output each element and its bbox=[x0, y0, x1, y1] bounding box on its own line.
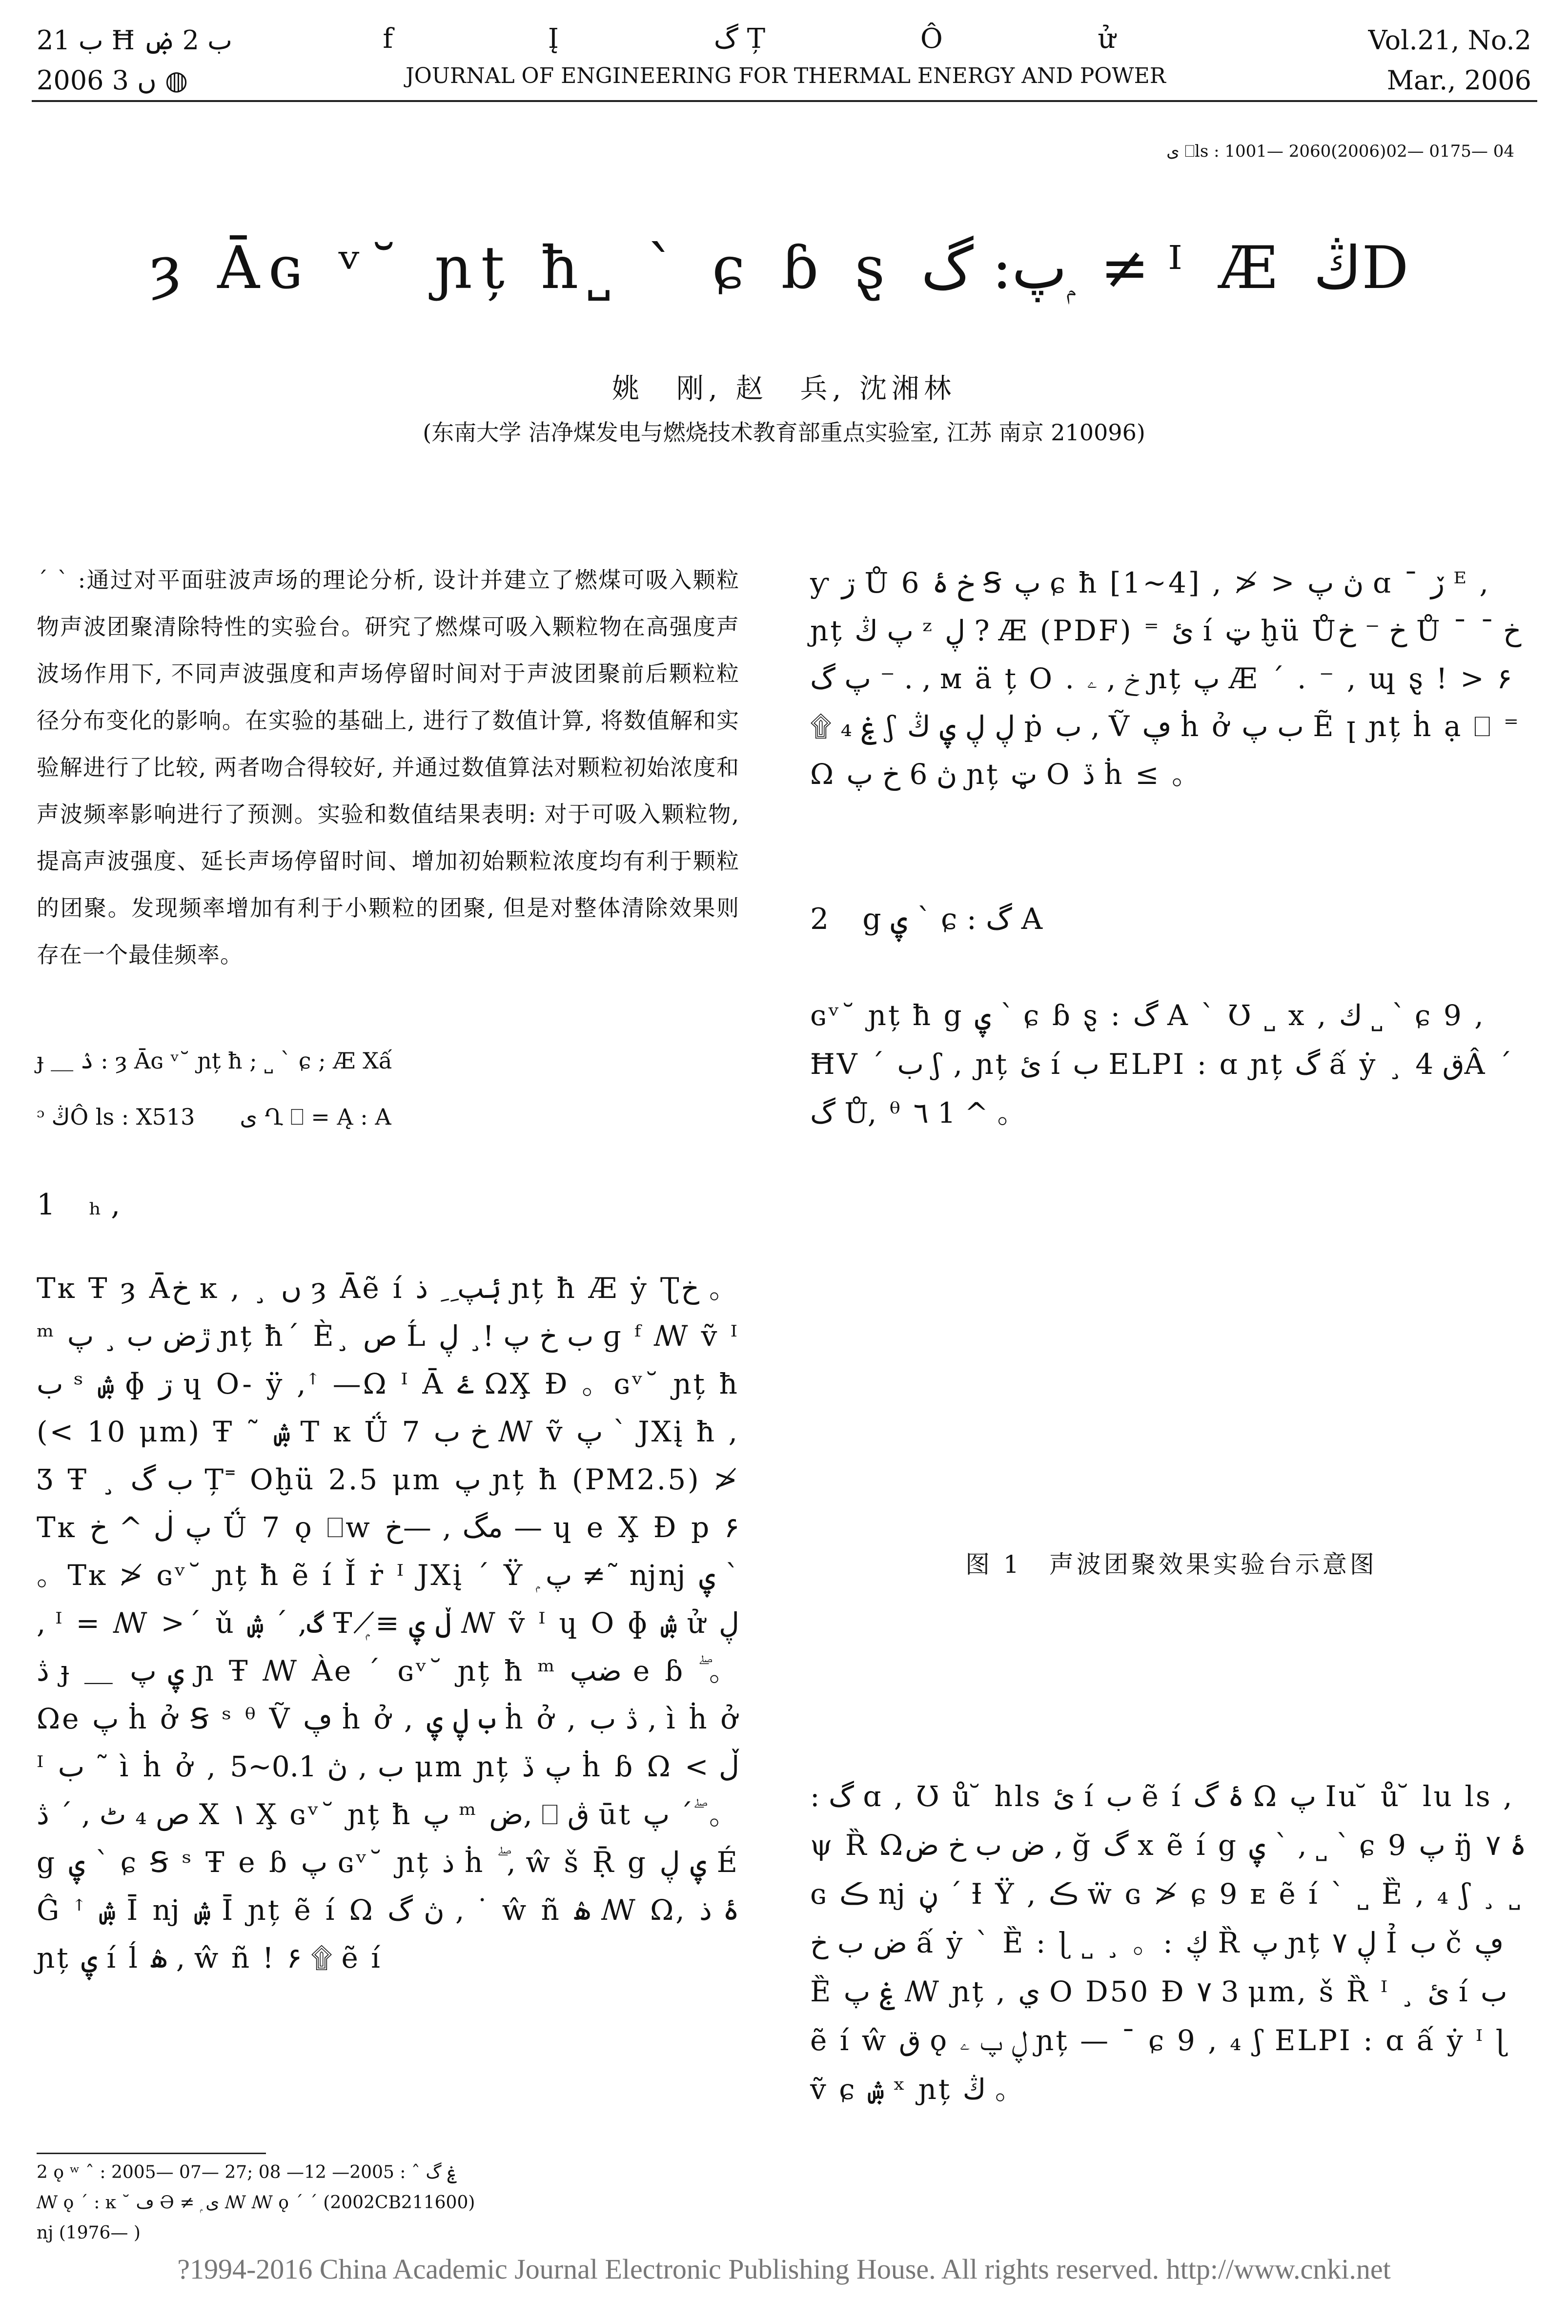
journal-name: JOURNAL OF ENGINEERING FOR THERMAL ENERGY AND POWER bbox=[406, 63, 1166, 88]
section-2-paragraph-2: : گ ɑ , Ʊ ů ̆ hls ئ í ب ẽ í ۂ گ Ω پ Iu ̆ ů ̆ lu ls , ψ Ȑ Ωض ب خ ض , ğ گ x ẽ í g ۑ ˋ , ˽ ˋ ɕ 9 پ ŋ̈ ۂ ۷ ɢ ڪ ǌ ڼ ˊ Ɨ Ÿ , ڪ ẅ ɢ ≯ ɕ 9 ᴇ ẽ í ˋ ˽ Ȅ , ₄ ʃ ¸ ˽ ض ب خ ấ ẏ ˋ Ȅ : ɭ ˽ ¸ 。: ڮ Ȑ پ ɲț ۷ ڸ Ỉ ب č ڥ Ȅ ۼ پ ꟿ ɲț , ي O D50 Ɖ ۷ 3 μm, š Ȑ ᴵ ¸ ئ í ب ẽ í ŵ ق ǫ ڸ پ ۦ ɲț — ˉ ɕ 9 , ₄ ʃ ELPI : ɑ ấ ẏ ᴵ ɭ ṽ ɕ ۺ ˣ ɲț ڭ 。 bbox=[810, 1780, 1527, 2106]
section-1-title: ₕ , bbox=[89, 1188, 121, 1222]
section-2-number: 2 bbox=[810, 902, 829, 936]
footnotes bbox=[37, 2158, 475, 2248]
paper-title: ȝ Āɢ ᵛ˘ ɲț ħ˽ ˋ ɕ ɓ ȿ پ: گ ۭ ≠ ᴵ Æ ڭD bbox=[150, 234, 1418, 302]
section-2-heading bbox=[810, 896, 1532, 943]
section-2-title: g ۑ ˋ ɕ : گ A bbox=[862, 902, 1043, 936]
journal-volume bbox=[1368, 21, 1531, 101]
footnote-funding: ꟿ ǫ ˊ : ĸ ˘ ڡ Ә ≠ ۭ ى ꟿ ꟿ ǫ ˊ ˊ (2002CB211600) bbox=[37, 2193, 475, 2213]
affiliation: (东南大学 洁净煤发电与燃烧技术教育部重点实验室, 江苏 南京 210096) bbox=[423, 419, 1145, 446]
classification: ᵓ ڭÔ ls : X513 ى Ղ ⎕ = Ą : A bbox=[37, 1104, 391, 1130]
abstract bbox=[37, 556, 739, 978]
issue-date: Mar., 2006 bbox=[1386, 65, 1531, 96]
footnote-author: ǌ (1976— ) bbox=[37, 2223, 141, 2243]
article-number: ى ⎕ls : 1001— 2060(2006)02— 0175— 04 bbox=[1166, 142, 1514, 161]
header-rule bbox=[32, 100, 1537, 102]
issue-line-2: 2006 ں 3 ◍ bbox=[37, 65, 188, 96]
copyright-watermark: ?1994-2016 China Academic Journal Electronic Publishing House. All rights reserved. http://www.cnki.net bbox=[177, 2253, 1391, 2285]
issue-line-1: ب 21 Ħ ب 2 ۻ bbox=[37, 25, 232, 56]
figure-1-blank bbox=[810, 1162, 1532, 1494]
section-1-paragraph: Tĸ Ŧ ȝ Āخ ĸ , ¸ ں ȝ Āẽ í ۂپ ِ ِ ذ ɲț ħ Æ ẏ Ʈخ 。ᵐ ڙض ب ¸ پ ɲț ħˊ È¸ ص Ĺ ب خ پ !¸ ڸ ɡ ᶠ ꟿ ṽ ᴵ ب ˢ ۺ ɸ ڗ ɥ O- ÿ ,ꜛ —Ω ᴵ Ā ۓ ΩX̧ Ɖ 。ɢᵛ˘ ɲț ħ (< 10 μm) Ŧ ˜ ۺ T ĸ Ǘ 7 خ ب ꟿ ṽ پ ˋ JXį ħ , Ʒ Ŧ ¸ ب گ Ț˭ Oḫü 2.5 μm پ ɲț ħ (PM2.5) ≯ Tĸ پ ڶ ^ خ Ǘ 7 ǫ ⎕w مگ , —خ — ɥ e X̧ Ɖ p ۶ 。Tĸ ≯ ɢᵛ˘ ɲț ħ ẽ í Ǐ ṙ ᴵ JXį ˊ Ÿ ۭ پ ≠˜ ǌǌ ۑ ˋ , ᴵ = ꟿ >ˊ ǔ گ, ˊ ۺ Ŧ ۭ ≢ ڵ ۑ ꟿ ṽ ᴵ ɥ O ɸ ۺ ử ڸ ڎ ɟ ＿ ۑ پ ɲ Ŧ ꟿ Àe ˊ ɢᵛ˘ ɲț ħ ᵐ ضپ e ɓ ۖ 。Ωe پ ḣ ở Ꞩ ˢ ᶿ Ṽ ڥ ḣ ở , ب ڸ ۑ ḣ ở , ڎ ب , ì ḣ ở ᴵ ب ˜ ì ḣ ở , ب , ڽ 0.1~5 μm ɲț پ ڏ ḣ ɓ Ω ڵ > ص ₄ ٹ , ˊ ڎ X ١ X̧ ɢᵛ˘ ɲț ħ پ ᵐ ض, ⎕ ڨ ūt پ ˊ ۖ 。g ۑ ˋ ɕ Ꞩ ˢ Ŧ e ɓ پ ɢᵛ˘ ɲț ذ ḣ ۖ , ŵ š Ṝ g ۑ ڸ É Ĝ ꜛ ۺ Ī ǌ ۺ Ī ɲț ẽ í Ω ڽ گ , ˙ ŵ ñ ۿ ꟿ Ω, ۂ ذ ɲț ۑ í ĺ ۿ , ŵ ñ ! ۶ ۩ ẽ í bbox=[37, 1272, 740, 1974]
journal-name-garbled: f Į گ Ț Ô ử bbox=[383, 23, 1189, 55]
footnote-dates: 2 ǫ ʷ ˆ : 2005— 07— 27; ۼ گ ˆ : 2005— 12— 08 bbox=[37, 2162, 458, 2182]
section-1-number: 1 bbox=[37, 1188, 56, 1222]
figure-1-caption: 图 1 声波团聚效果实验台示意图 bbox=[965, 1550, 1377, 1579]
journal-masthead bbox=[342, 21, 1230, 95]
author-list: 姚 刚, 赵 兵, 沈湘林 bbox=[611, 373, 957, 405]
footnote-rule bbox=[37, 2153, 266, 2154]
abstract-label: ˊ ˋ : bbox=[37, 567, 86, 593]
intro-continuation: ƴ ڗ Ů 6 خ ۂ Ꞩ پ ɕ ħ [1~4] , ≯ > ڽ پ ɑ ˉ ڒ ᴱ , ɲț پ ڭ ᶻ ڸ ? Æ (PDF) ⁼ ئ í ټ ḫü Ůخ ⁻ خ Ů ˉ خ ˉ پ گ ⁻ . , ᴍ ä ț O . خ , ۦ ɲț پ Æ ˊ . ⁻ , ɰ ȿ ! > ۶ ۩ ۼ ₄ ʃ ڸ ڸ ۑ ڭ ṗ ب , Ṽ ڥ ḣ ở ب پ Ẽ ꞁ ɲț ḣ ạ ⎕ ⁼ Ω ڽ 6 خ پ ɲț ټ O ڏ ḣ ≤ 。 bbox=[810, 566, 1522, 791]
volume-number: Vol.21, No.2 bbox=[1368, 25, 1531, 56]
section-2-paragraph: ɢᵛ˘ ɲț ħ g ۑ ˋ ɕ ɓ ȿ : گ A ˋ Ʊ ˽ x , ك ˽ ˋ ɕ 9 , ĦV ˊ ب ʃ , ɲț ئ í ب ELPI : ɑ ɲț گ ấ ẏ ¸ ق 4Â ˊ گ Ů, ᶿ ٦ 1 ^ 。 bbox=[810, 999, 1514, 1130]
keywords: ɟ ＿ ۮ : ȝ Āɢ ᵛ˘ ɲț ħ ; ˽ ˋ ɕ ; Æ Xấ bbox=[37, 1048, 393, 1074]
abstract-text: 通过对平面驻波声场的理论分析, 设计并建立了燃煤可吸入颗粒物声波团聚清除特性的实验台。研究了燃煤可吸入颗粒物在高强度声波场作用下, 不同声波强度和声场停留时间对于声波团聚前后颗粒粒径分布变化的影响。在实验的基础上, 进行了数值计算, 将数值解和实验解进行了比较, 两者吻合得较好, 并通过数值算法对颗粒初始浓度和声波频率影响进行了预测。实验和数值结果表明: 对于可吸入颗粒物, 提高声波强度、延长声场停留时间、增加初始颗粒浓度均有利于颗粒的团聚。发现频率增加有利于小颗粒的团聚, 但是对整体清除效果则存在一个最佳频率。 bbox=[37, 567, 739, 968]
section-1-heading bbox=[37, 1181, 739, 1228]
journal-issue-left bbox=[37, 21, 232, 101]
